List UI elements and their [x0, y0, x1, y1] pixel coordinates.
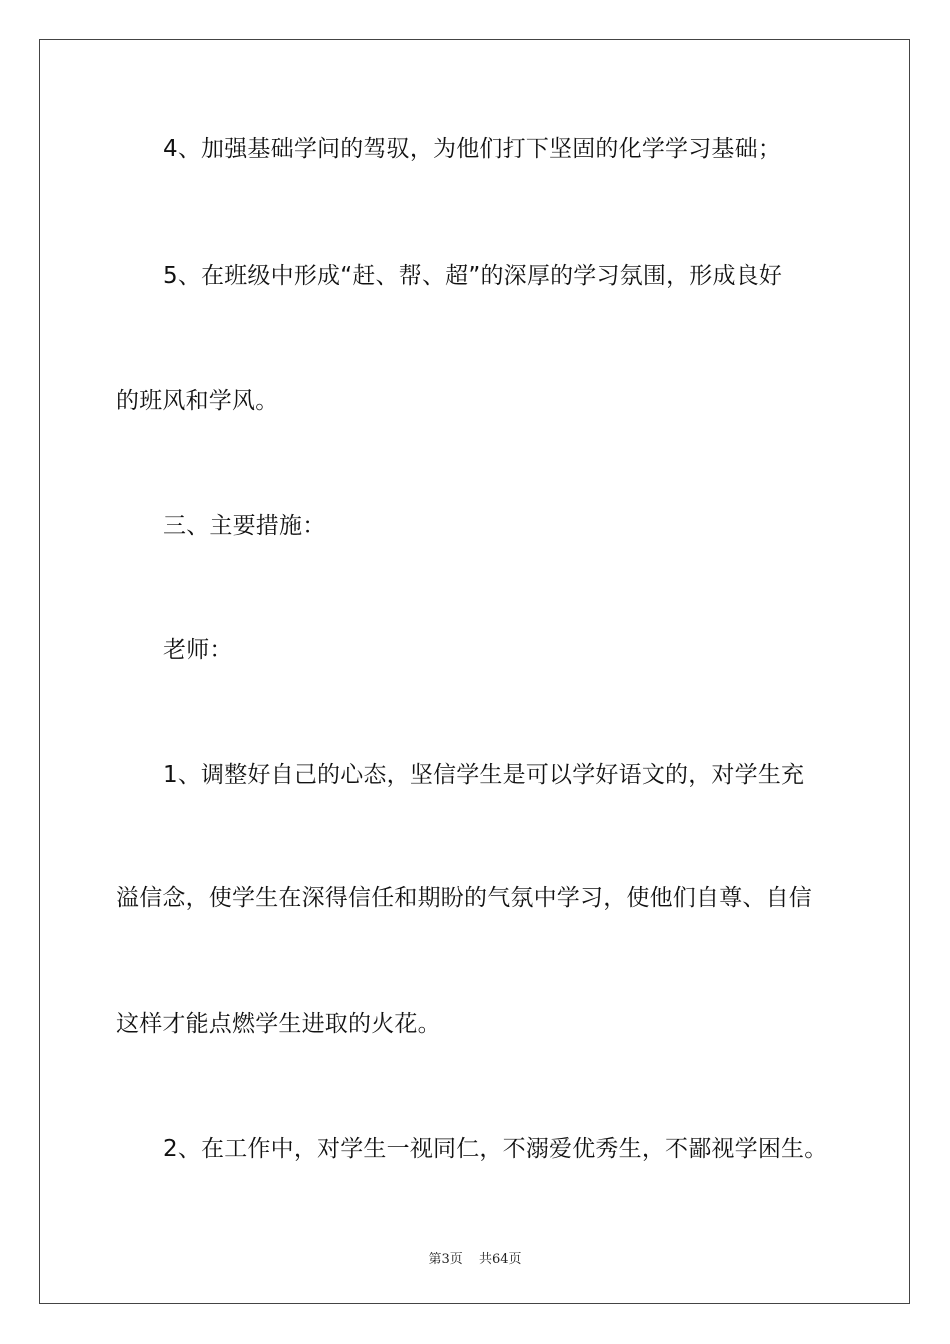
page-frame [39, 39, 910, 1304]
paragraph-item-5: 5、在班级中形成“赶、帮、超”的深厚的学习氛围，形成良好 [163, 263, 783, 289]
paragraph-measure-1: 1、调整好自己的心态，坚信学生是可以学好语文的，对学生充 [163, 762, 805, 788]
paragraph-item-5-continued: 的班风和学风。 [116, 388, 279, 414]
page-footer [0, 1248, 950, 1267]
paragraph-measure-2: 2、在工作中，对学生一视同仁，不溺爱优秀生，不鄙视学困生。 [163, 1136, 828, 1162]
paragraph-measure-1-end: 这样才能点燃学生进取的火花。 [116, 1011, 441, 1037]
paragraph-measure-1-continued: 溢信念，使学生在深得信任和期盼的气氛中学习，使他们自尊、自信 [116, 885, 812, 911]
paragraph-item-4: 4、加强基础学问的驾驭，为他们打下坚固的化学学习基础； [163, 136, 782, 162]
subheading-teacher: 老师： [163, 637, 233, 663]
section-heading-measures: 三、主要措施： [163, 513, 326, 539]
page-total: 共64页 [478, 1252, 522, 1267]
page-number: 第3页 [428, 1252, 463, 1267]
